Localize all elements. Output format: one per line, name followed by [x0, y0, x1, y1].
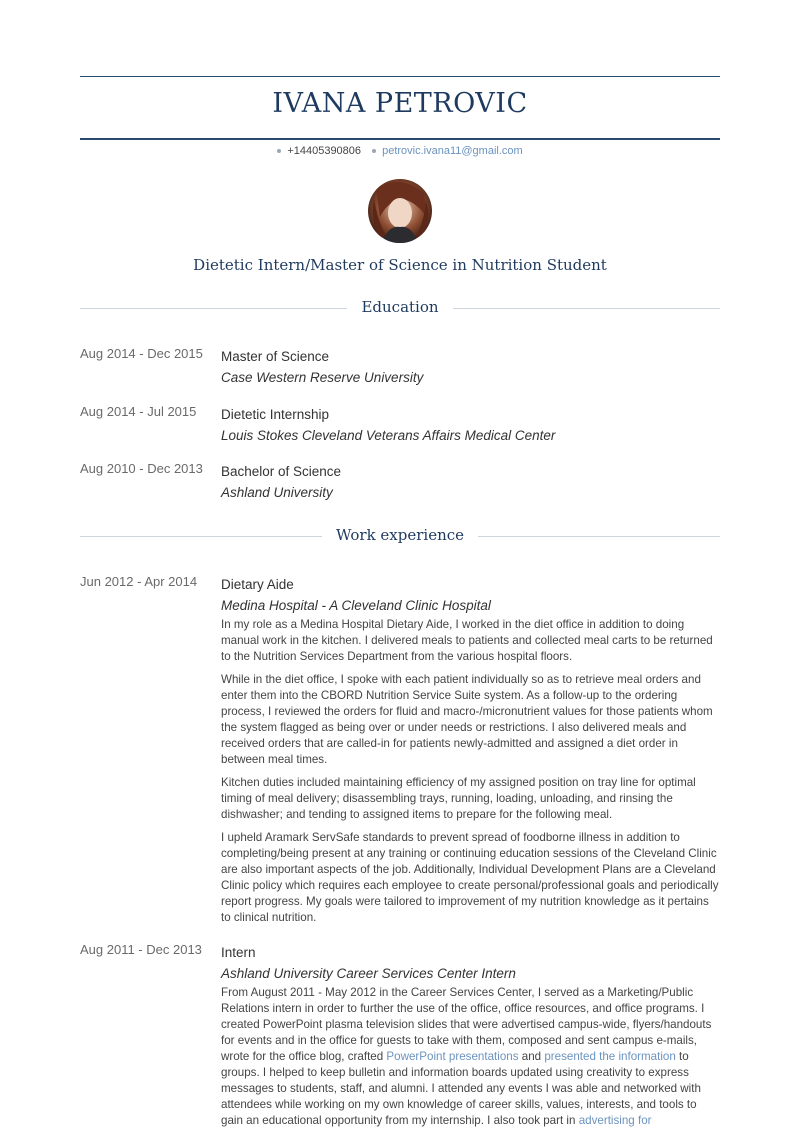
job-description: In my role as a Medina Hospital Dietary Aide, I worked in the diet office in addition to doing manual work in the kitchen. I delivered meals to patients and collected meal carts to be returned to the Nutrition Services Department from the various hospital floors.	[221, 618, 713, 663]
text-run: From August 2011 - May 2012 in the Career Services Center, I served as a Marketing/Public Relations intern in order to further the use of the office, office resources, and office programs. I created PowerPoint plasma television slides that were advertised campus-wide, flyers/handouts for events and in the office for guests to take with them, composed and sent campus e-mails, wrote for the office blog, crafted	[221, 986, 712, 1063]
work-title: Work experience	[322, 526, 478, 544]
email-item[interactable]	[372, 145, 523, 157]
text-run: to groups. I helped to keep bulletin and information boards updated using creativity to express messages to students, staff, and alumni. I attended any events I was able and networked with attendees while working on my own knowledge of career skills, values, interests, and tools to gain an educational opportunity from my internship. I also took part in	[221, 1050, 701, 1127]
degree: Bachelor of Science	[221, 464, 342, 479]
job-organization: Ashland University Career Services Center Intern	[221, 966, 516, 981]
entry-dates: Aug 2011 - Dec 2013	[80, 942, 202, 957]
headline: Dietetic Intern/Master of Science in Nutrition Student	[193, 256, 607, 274]
job-role: Intern	[221, 945, 256, 960]
powerpoint-presentations-link[interactable]: PowerPoint presentations	[386, 1050, 519, 1063]
education-section-header	[80, 296, 720, 320]
entry-dates: Aug 2010 - Dec 2013	[80, 461, 203, 476]
job-description: Kitchen duties included maintaining efficiency of my assigned position on tray line for optimal timing of meal delivery; disassembling trays, running, loading, unloading, and rinsing the dishwasher; and tending to assigned items to prepare for the following meal.	[221, 776, 696, 821]
phone-item	[277, 145, 361, 157]
education-title: Education	[347, 298, 452, 316]
contact-info	[0, 145, 800, 157]
entry-dates: Jun 2012 - Apr 2014	[80, 574, 198, 589]
header-top-rule	[80, 76, 720, 77]
advertising-link[interactable]: advertising for	[578, 1114, 652, 1127]
job-description: I upheld Aramark ServSafe standards to prevent spread of foodborne illness in addition to completing/being present at any training or continuing education sessions of the Cleveland Clinic are also important aspects of the job. Additionally, Individual Development Plans are a Cleveland Clinic policy which requires each employee to create personal/professional goals and periodically report progress. My goals were tailored to improvement of my nutrition knowledge as it pertains to clinical nutrition.	[221, 831, 719, 924]
bullet-icon	[277, 149, 281, 153]
entry-dates: Aug 2014 - Jul 2015	[80, 404, 197, 419]
job-description: While in the diet office, I spoke with each patient individually so as to retrieve meal orders and enter them into the CBORD Nutrition Service Suite system. As a follow-up to the ordering process, I reviewed the orders for fluid and macro-/micronutrient values for those patients whom the system flagged as being over or under needs or restrictions. I also delivered meals and received orders that are called-in for patients newly-admitted and assigned a diet order in between meal times.	[221, 673, 713, 766]
job-role: Dietary Aide	[221, 577, 294, 592]
email-link[interactable]: petrovic.ivana11@gmail.com	[382, 145, 523, 157]
header-bottom-rule	[80, 138, 720, 140]
presented-information-link[interactable]: presented the information	[544, 1050, 676, 1063]
school: Ashland University	[221, 485, 333, 500]
school: Case Western Reserve University	[221, 370, 424, 385]
resume-name: IVANA PETROVIC	[272, 88, 528, 119]
school: Louis Stokes Cleveland Veterans Affairs Medical Center	[221, 428, 556, 443]
job-description	[221, 985, 720, 1129]
job-organization: Medina Hospital - A Cleveland Clinic Hospital	[221, 598, 491, 613]
entry-dates: Aug 2014 - Dec 2015	[80, 346, 203, 361]
degree: Dietetic Internship	[221, 407, 330, 422]
work-section-header	[80, 524, 720, 548]
profile-photo	[368, 179, 432, 243]
bullet-icon	[372, 149, 376, 153]
text-run: and	[518, 1050, 545, 1063]
degree: Master of Science	[221, 349, 330, 364]
phone-number: +14405390806	[287, 145, 362, 157]
